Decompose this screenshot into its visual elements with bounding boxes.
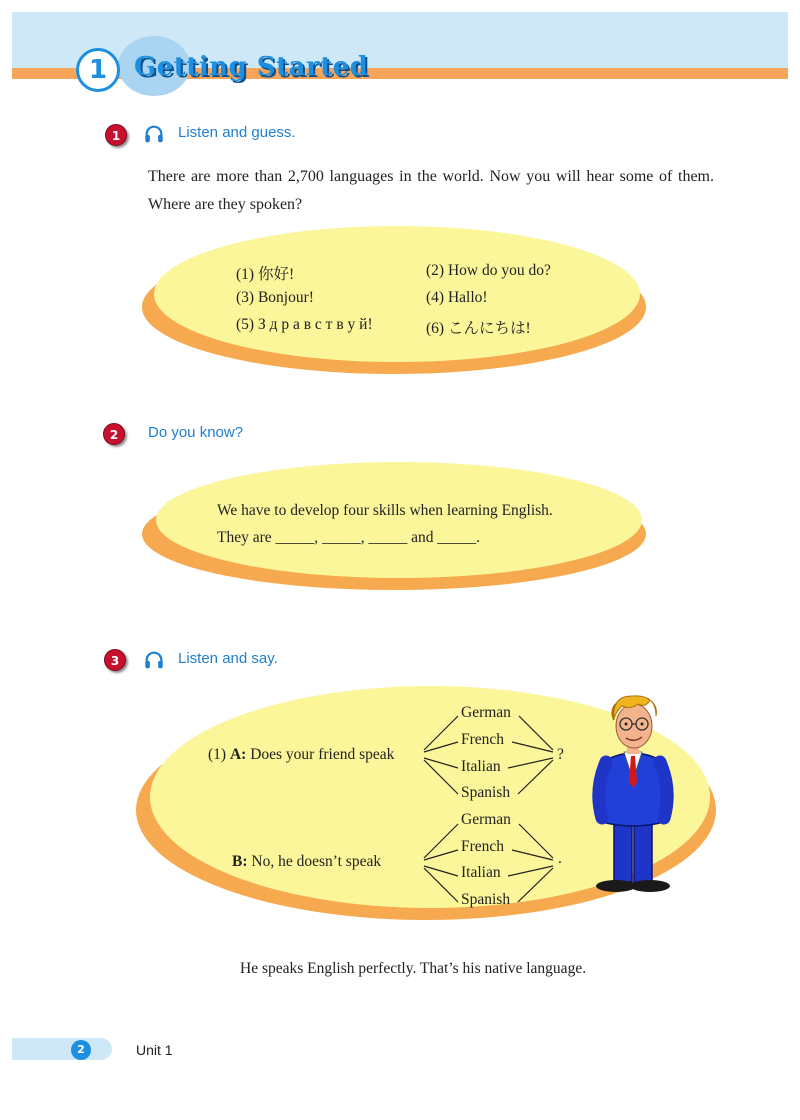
greeting-item: (4) Hallo!	[426, 289, 488, 306]
language-option: Spanish	[461, 891, 511, 908]
language-option: German	[461, 811, 511, 828]
greeting-item: (5) З д р а в с т в у й!	[236, 316, 373, 333]
activity-1-instruction: Listen and guess.	[178, 124, 296, 141]
language-option: Spanish	[461, 784, 511, 801]
activity-3-instruction: Listen and say.	[178, 650, 278, 667]
language-option: Italian	[461, 864, 501, 881]
section-number-badge: 1	[76, 48, 120, 92]
page-number: 2	[71, 1040, 91, 1060]
question-prefix: (1)	[208, 746, 230, 763]
language-option: French	[461, 838, 505, 855]
activity-3-marker: 3	[104, 649, 126, 671]
language-option: French	[461, 731, 505, 748]
language-option: German	[461, 704, 511, 721]
activity-1-marker: 1	[105, 124, 127, 146]
activity-1-text: There are more than 2,700 languages in the world. Now you will hear some of them. Where are they spoken?	[148, 168, 714, 213]
activity-2-line-1: We have to develop four skills when learning English.	[217, 502, 553, 519]
language-option: Italian	[461, 758, 501, 775]
unit-label: Unit 1	[136, 1042, 173, 1058]
teacher-illustration	[588, 690, 684, 896]
activity-2-marker: 2	[103, 423, 125, 445]
answer-period: .	[558, 850, 562, 867]
answer-text: No, he doesn’t speak	[247, 853, 382, 870]
activity-2-line-2: They are _____, _____, _____ and _____.	[217, 529, 481, 546]
section-title: Getting Started	[134, 52, 369, 82]
greeting-item: (1) 你好!	[236, 266, 295, 283]
speaker-b: B:	[232, 853, 248, 870]
greeting-item: (2) How do you do?	[426, 262, 551, 279]
activity-2-instruction: Do you know?	[148, 424, 244, 441]
greeting-item: (3) Bonjour!	[236, 289, 314, 306]
speaker-a: A:	[229, 746, 247, 763]
question-text: Does your friend speak	[246, 746, 395, 763]
footer-band	[12, 1038, 112, 1060]
question-mark: ?	[557, 746, 564, 763]
greeting-item: (6) こんにちは!	[426, 320, 531, 337]
activity-3-caption: He speaks English perfectly. That’s his native language.	[240, 960, 587, 977]
